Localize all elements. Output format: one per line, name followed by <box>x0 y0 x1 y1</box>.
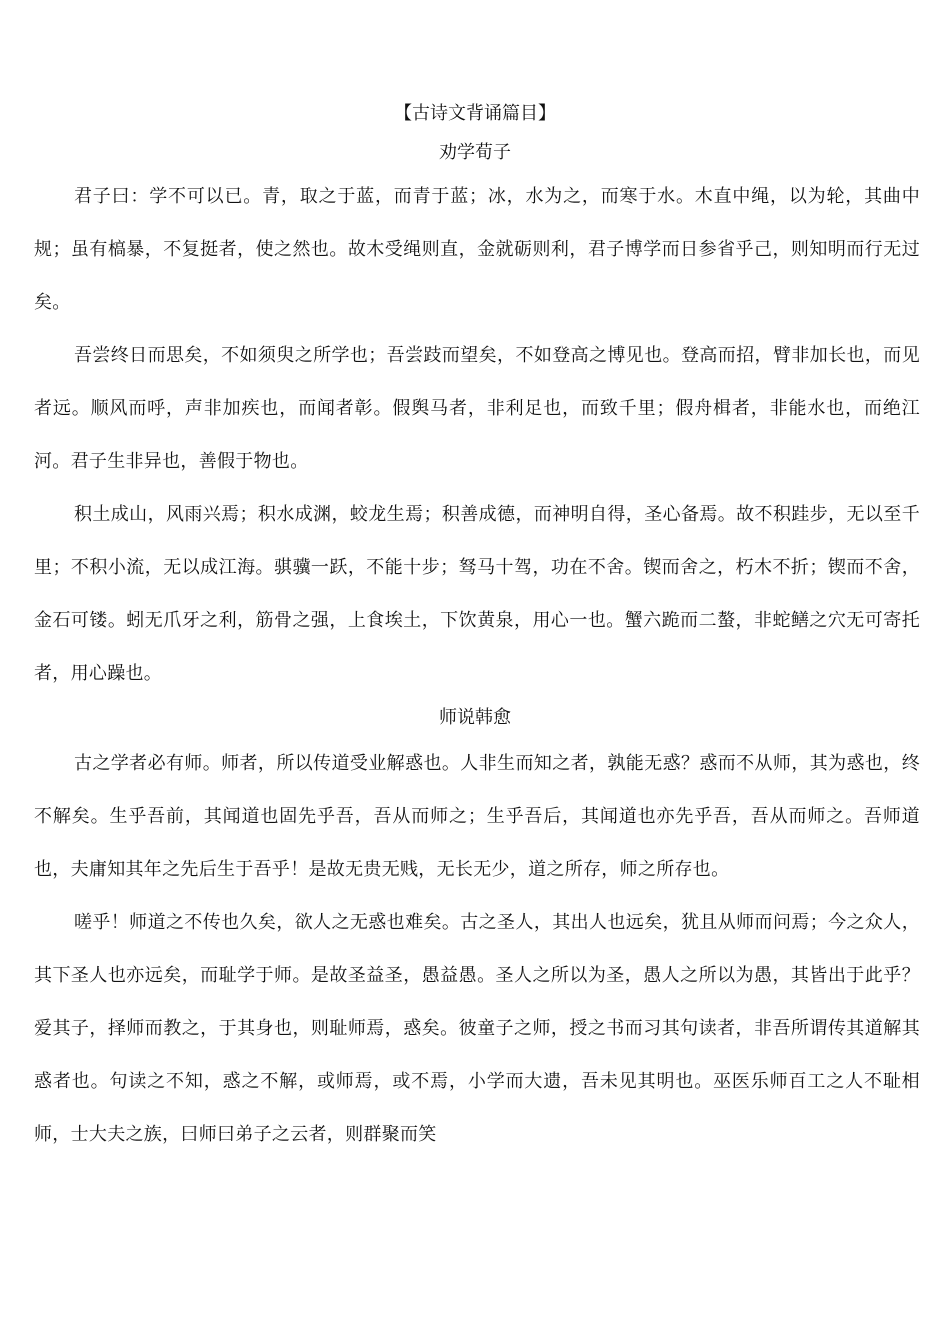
poem-title-quanxue: 劝学荀子 <box>439 142 511 163</box>
poem-title-shishuo: 师说韩愈 <box>439 707 511 728</box>
paragraph: 吾尝终日而思矣，不如须臾之所学也；吾尝跂而望矣，不如登高之博见也。登高而招，臂非加长也，而见者远。顺风而呼，声非加疾也，而闻者彰。假舆马者，非利足也，而致千里；假舟楫者，非能水也，而绝江河。君子生非异也，善假于物也。 <box>34 345 920 472</box>
paragraph: 积土成山，风雨兴焉；积水成渊，蛟龙生焉；积善成德，而神明自得，圣心备焉。故不积跬步，无以至千里；不积小流，无以成江海。骐骥一跃，不能十步；驽马十驾，功在不舍。锲而舍之，朽木不折；锲而不舍，金石可镂。蚓无爪牙之利，筋骨之强，上食埃土，下饮黄泉，用心一也。蟹六跪而二螯，非蛇鳝之穴无可寄托者，用心躁也。 <box>34 504 920 684</box>
paragraph: 古之学者必有师。师者，所以传道受业解惑也。人非生而知之者，孰能无惑？惑而不从师，其为惑也，终不解矣。生乎吾前，其闻道也固先乎吾，吾从而师之；生乎吾后，其闻道也亦先乎吾，吾从而师之。吾师道也，夫庸知其年之先后生于吾乎！是故无贵无贱，无长无少，道之所存，师之所存也。 <box>34 753 920 880</box>
paragraph: 嗟乎！师道之不传也久矣，欲人之无惑也难矣。古之圣人，其出人也远矣，犹且从师而问焉；今之众人，其下圣人也亦远矣，而耻学于师。是故圣益圣，愚益愚。圣人之所以为圣，愚人之所以为愚，其皆出于此乎？爱其子，择师而教之，于其身也，则耻师焉，惑矣。彼童子之师，授之书而习其句读者，非吾所谓传其道解其惑者也。句读之不知，惑之不解，或师焉，或不焉，小学而大遗，吾未见其明也。巫医乐师百工之人不耻相师，士大夫之族，曰师曰弟子之云者，则群聚而笑 <box>34 912 920 1145</box>
section-heading: 【古诗文背诵篇目】 <box>394 103 556 124</box>
paragraph: 君子曰：学不可以已。青，取之于蓝，而青于蓝；冰，水为之，而寒于水。木直中绳，以为轮，其曲中规；虽有槁暴，不复挺者，使之然也。故木受绳则直，金就砺则利，君子博学而日参省乎己，则知明而行无过矣。 <box>34 186 920 313</box>
